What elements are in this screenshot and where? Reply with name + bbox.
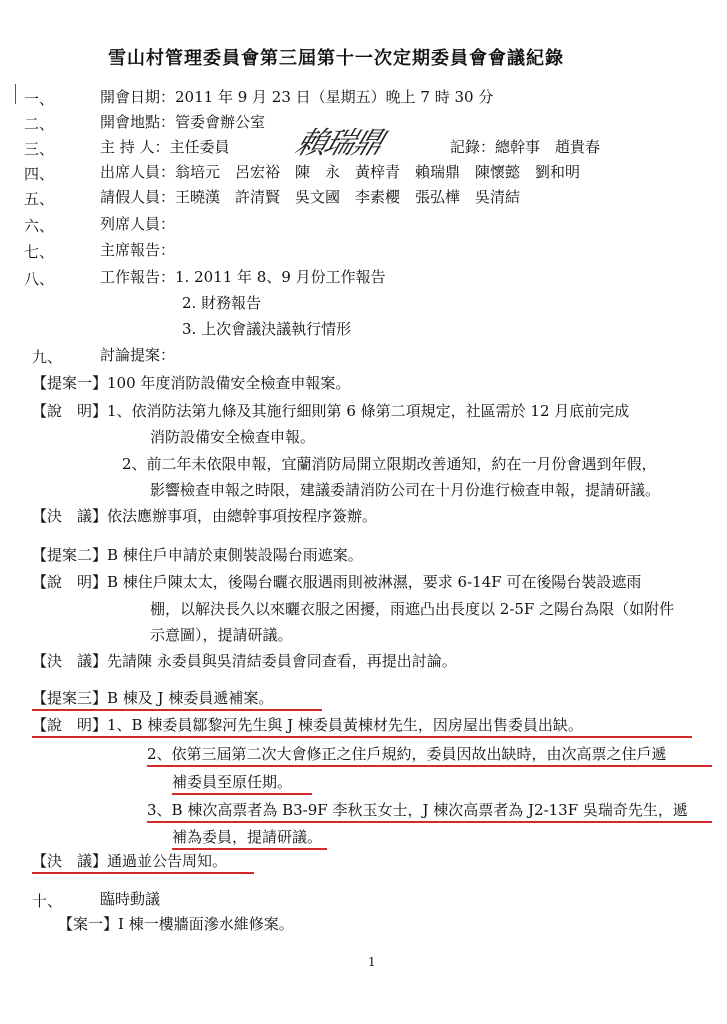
observers: 列席人員： — [100, 215, 176, 233]
attendees: 出席人員：翁培元 呂宏裕 陳 永 黃梓青 賴瑞鼎 陳懷懿 劉和明 — [100, 163, 581, 181]
proposal-1-title: 【提案一】100 年度消防設備安全檢查申報案。 — [32, 374, 351, 392]
discussion-header: 討論提案： — [100, 346, 176, 364]
absentees: 請假人員：王曉漢 許清賢 吳文國 李素櫻 張弘樺 吳清結 — [100, 188, 521, 206]
proposal-3-decision: 【決 議】通過並公告周知。 — [32, 852, 228, 870]
item-number-1: 一、 — [24, 90, 55, 108]
red-underline — [172, 793, 312, 795]
red-underline — [32, 736, 692, 738]
proposal-3-desc-3: 3、B 棟次高票者為 B3-9F 李秋玉女士，J 棟次高票者為 J2-13F 吳瑞奇先生，遞 — [147, 801, 688, 819]
motion-1: 【案一】I 棟一樓牆面滲水維修案。 — [58, 915, 294, 933]
work-report: 工作報告：1. 2011 年 8、9 月份工作報告 — [100, 268, 386, 286]
meeting-date: 開會日期：2011 年 9 月 23 日（星期五）晚上 7 時 30 分 — [100, 88, 494, 106]
chair-report: 主席報告： — [100, 241, 176, 259]
proposal-1-desc-1-cont: 消防設備安全檢查申報。 — [150, 428, 316, 446]
work-report-item-2: 2. 財務報告 — [182, 294, 262, 312]
item-number-2: 二、 — [24, 115, 55, 133]
proposal-2-title: 【提案二】B 棟住戶申請於東側裝設陽台雨遮案。 — [32, 546, 363, 564]
proposal-1-desc-2: 2、前二年未依限申報，宜蘭消防局開立限期改善通知，約在一月份會遇到年假， — [122, 455, 657, 473]
item-number-6: 六、 — [24, 217, 55, 235]
red-underline — [147, 821, 712, 823]
proposal-2-desc-1-cont-2: 示意圖），提請研議。 — [150, 626, 293, 644]
meeting-chair: 主 持 人：主任委員 — [100, 138, 230, 156]
scan-mark — [15, 84, 16, 104]
red-underline — [32, 872, 254, 874]
proposal-3-desc-1: 【說 明】1、B 棟委員鄒黎河先生與 J 棟委員黃棟材先生，因房屋出售委員出缺。 — [32, 716, 583, 734]
document-title: 雪山村管理委員會第三屆第十一次定期委員會會議紀錄 — [108, 48, 564, 69]
item-number-5: 五、 — [24, 190, 55, 208]
chair-signature: 賴瑞鼎 — [291, 126, 387, 161]
item-number-8: 八、 — [24, 270, 55, 288]
red-underline — [147, 765, 712, 767]
proposal-1-desc-2-cont: 影響檢查申報之時限，建議委請消防公司在十月份進行檢查申報，提請研議。 — [150, 481, 661, 499]
item-number-10: 十、 — [32, 892, 63, 910]
meeting-recorder: 記錄：總幹事 趙貴春 — [450, 138, 601, 156]
red-underline — [32, 709, 322, 711]
work-report-item-3: 3. 上次會議決議執行情形 — [182, 320, 352, 338]
item-number-9: 九、 — [32, 348, 63, 366]
proposal-3-desc-2-cont: 補委員至原任期。 — [172, 773, 293, 791]
proposal-2-desc-1: 【說 明】B 棟住戶陳太太，後陽台曬衣服遇雨則被淋濕，要求 6-14F 可在後陽台裝設遮雨 — [32, 573, 642, 591]
meeting-location: 開會地點：管委會辦公室 — [100, 113, 266, 131]
red-underline — [172, 848, 327, 850]
page-number: 1 — [368, 955, 376, 969]
item-number-7: 七、 — [24, 243, 55, 261]
proposal-3-desc-3-cont: 補為委員，提請研議。 — [172, 828, 323, 846]
proposal-3-title: 【提案三】B 棟及 J 棟委員遞補案。 — [32, 689, 274, 707]
proposal-1-desc-1: 【說 明】1、依消防法第九條及其施行細則第 6 條第二項規定，社區需於 12 月底前完成 — [32, 402, 630, 420]
extempore-motions: 臨時動議 — [100, 890, 161, 908]
proposal-2-desc-1-cont: 棚，以解決長久以來曬衣服之困擾，雨遮凸出長度以 2-5F 之陽台為限（如附件 — [150, 600, 675, 618]
proposal-3-desc-2: 2、依第三屆第二次大會修正之住戶規約，委員因故出缺時，由次高票之住戶遞 — [147, 745, 667, 763]
item-number-4: 四、 — [24, 165, 55, 183]
item-number-3: 三、 — [24, 140, 55, 158]
proposal-2-decision: 【決 議】先請陳 永委員與吳清結委員會同查看，再提出討論。 — [32, 652, 457, 670]
proposal-1-decision: 【決 議】依法應辦事項，由總幹事項按程序簽辦。 — [32, 507, 378, 525]
